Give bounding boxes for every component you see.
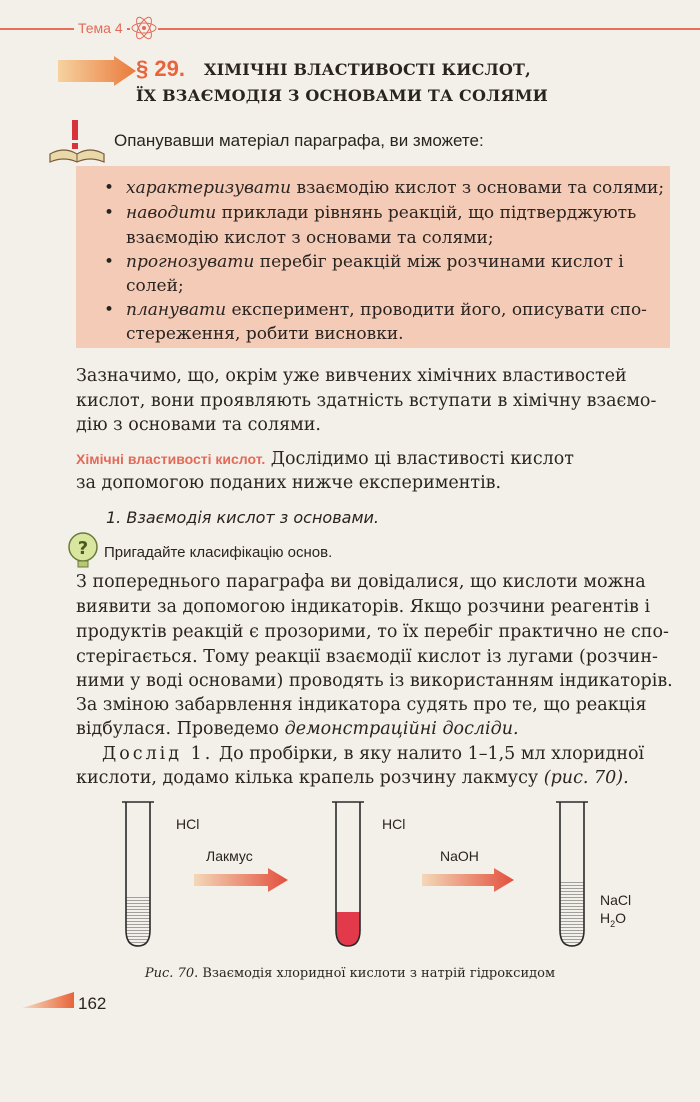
section-title-line2: ЇХ ВЗАЄМОДІЯ З ОСНОВАМИ ТА СОЛЯМИ: [136, 86, 548, 105]
arrow2-label: NaOH: [440, 848, 479, 864]
section-number: § 29.: [136, 56, 185, 81]
atom-icon: [130, 14, 158, 42]
test-tube-2: [332, 802, 364, 946]
paragraph-line: виявити за допомогою індикаторів. Якщо розчини реагентів і: [76, 597, 651, 617]
section-heading: Хімічні властивості кислот.: [76, 451, 266, 467]
arrow-1: [194, 868, 288, 892]
paragraph-line: кислоти, додамо кілька крапель розчину лакмусу (рис. 70).: [76, 768, 629, 788]
objectives-intro: Опанувавши матеріал параграфа, ви зможете:: [114, 131, 484, 150]
section-title-line1: ХІМІЧНІ ВЛАСТИВОСТІ КИСЛОТ,: [204, 60, 531, 79]
tube3-label-water: $H_2O$: [600, 910, 627, 929]
paragraph-line: кислот, вони проявляють здатність вступати в хімічну взаємо-: [76, 391, 657, 411]
paragraph-line: З попереднього параграфа ви довідалися, що кислоти можна: [76, 572, 646, 592]
paragraph-line: Зазначимо, що, окрім уже вивчених хімічних властивостей: [76, 366, 627, 386]
open-book-icon: [48, 118, 106, 164]
page-number: 162: [78, 994, 107, 1013]
arrow1-label: Лакмус: [206, 848, 253, 864]
paragraph-line: за допомогою поданих нижче експериментів.: [76, 473, 502, 493]
arrow-2: [422, 868, 514, 892]
topic-label: Тема 4: [74, 20, 127, 36]
experiment-line: Дослід 1. До пробірки, в яку налито 1–1,5 мл хлоридної: [102, 744, 645, 764]
tube1-label: HCl: [176, 816, 200, 832]
remember-prompt: Пригадайте класифікацію основ.: [104, 544, 333, 561]
props-heading-line: Хімічні властивості кислот. Дослідимо ці властивості кислот: [76, 449, 574, 469]
paragraph-line: За зміною забарвлення індикатора судять про те, що реакція: [76, 695, 647, 715]
test-tube-1: [122, 802, 154, 946]
question-flask-icon: [66, 530, 100, 570]
subheading: 1. Взаємодія кислот з основами.: [106, 508, 379, 527]
page-corner-wedge-icon: [22, 990, 74, 1010]
tube2-label: HCl: [382, 816, 406, 832]
paragraph-line: стерігається. Тому реакції взаємодії кислот із лугами (розчин-: [76, 647, 658, 667]
tube3-label-nacl: NaCl: [600, 892, 632, 908]
section-arrow-icon: [58, 56, 136, 86]
paragraph-line: ними у воді основами) проводять із використанням індикаторів.: [76, 671, 673, 691]
test-tube-3: [556, 802, 588, 946]
figure-caption: Рис. 70. Взаємодія хлоридної кислоти з натрій гідроксидом: [144, 966, 556, 981]
svg-text:?: ?: [77, 538, 89, 559]
paragraph-line: дію з основами та солями.: [76, 415, 321, 435]
paragraph-line: продуктів реакцій є прозорими, то їх перебіг практично не спо-: [76, 622, 669, 642]
figure-70: [110, 800, 670, 960]
paragraph-line: відбулася. Проведемо демонстраційні досліди.: [76, 719, 519, 739]
